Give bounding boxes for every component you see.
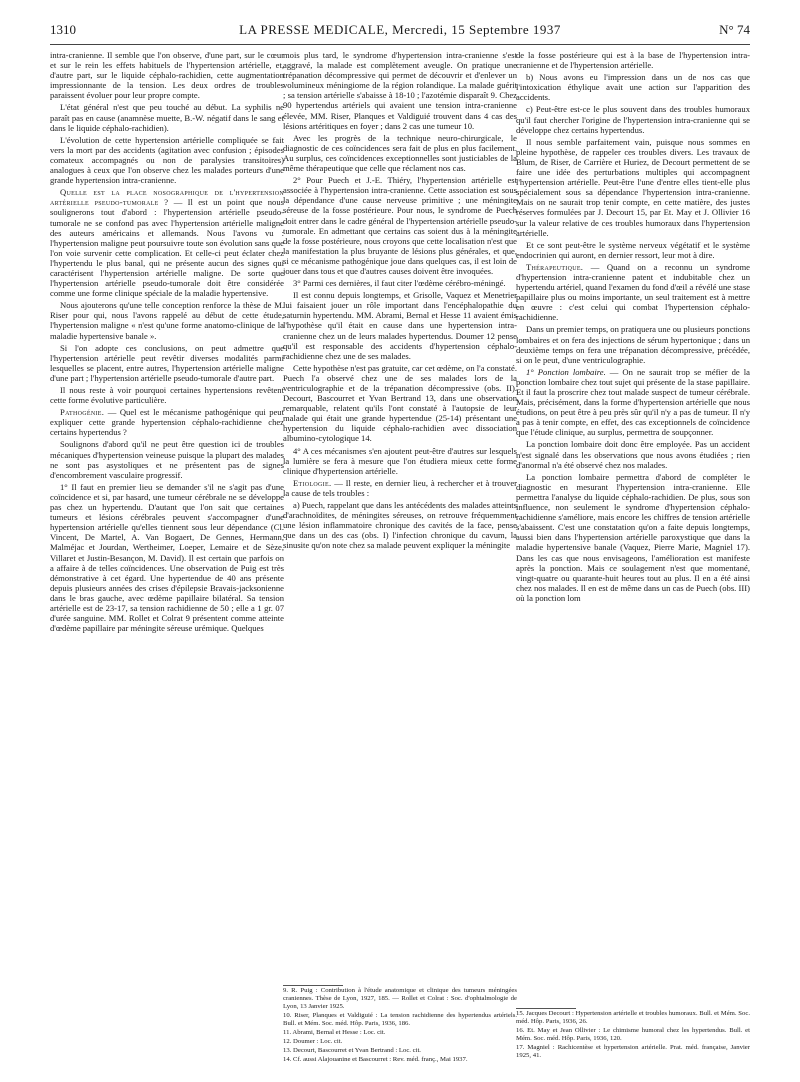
column-1 <box>50 50 284 635</box>
paragraph: L'évolution de cette hypertension artérielle compliquée se fait vers la mort par des accidents (agitation avec confusion ; épisodes comateux accompagnés ou non de paralysies transitoires) analogues à ceux que l'on observe chez les malades porteurs d'une grande hypertension intra-cranienne. <box>50 134 284 186</box>
paragraph: La ponction lombaire doit donc être employée. Pas un accident n'est signalé dans les observations que nous avons étudiées ; rien d'anormal n'a été observé chez nos malades. <box>516 439 750 470</box>
footnote-rule <box>516 1008 576 1009</box>
footnote: 17. Magniel : Rachicentèse et hypertension artérielle. Prat. méd. française, Janvier 1925, 41. <box>516 1044 750 1060</box>
paragraph: Soulignons d'abord qu'il ne peut être question ici de troubles mécaniques d'hypertension veineuse puisque la plupart des malades ne sont pas asystoliques et ne présentent pas de signes d'encombrement vasculaire progressif. <box>50 439 284 480</box>
paragraph: Nous ajouterons qu'une telle conception renforce la thèse de M. Riser pour qui, nous l'avons rappelé au début de cette étude, l'hypertension maligne « n'est qu'une forme anatomo-clinique de la maladie hypertensive banale ». <box>50 300 284 341</box>
footnote-rule <box>283 985 343 986</box>
section-heading: Quelle est la place nosographique de l'hypertension artérielle pseudo-tumorale ? <box>50 187 284 208</box>
paragraph: a) Puech, rappelant que dans les antécédents des malades atteints d'arachnoïdites, de méningites séreuses, on retrouve fréquemment une lésion inflammatoire chronique des cavités de la face, pense que dans un des cas (obs. I) l'infection chronique du cavum, la sinusite qu'on note chez sa malade peuvent expliquer la méningite <box>283 500 517 551</box>
paragraph: mois plus tard, le syndrome d'hypertension intra-cranienne s'est aggravé, la malade est complètement aveugle. On pratique une trépanation décompressive qui permet de découvrir et d'enlever un volumineux méningiome de la région rolandique. La malade guérit ; sa tension artérielle s'abaisse à 18-10 ; l'azotémie disparaît 9. Chez 90 hypertendus artériels qui avaient une tension intra-cranienne élevée, MM. Riser, Planques et Valdiguié trouvent dans 4 cas des lésions artéritiques en foyer ; dans 2 cas une tumeur 10. <box>283 50 517 131</box>
section-paragraph: Pathogénie. — Quel est le mécanisme pathogénique qui peut expliquer cette grande hypertension céphalo-rachidienne chez certains hypertendus ? <box>50 407 284 438</box>
section-paragraph: Etiologie. — Il reste, en dernier lieu, à rechercher et à trouver la cause de tels troubles : <box>283 477 517 498</box>
section-paragraph: Thérapeutique. — Quand on a reconnu un syndrome d'hypertension intra-cranienne patent et indubitable chez un hypertendu artériel, quand l'examen du fond d'œil a révélé une stase papillaire plus ou moins importante, un seul traitement est à mettre en œuvre : c'est celui qui combat l'hypertension céphalo-rachidienne. <box>516 261 750 323</box>
paragraph: Si l'on adopte ces conclusions, on peut admettre que l'hypertension artérielle peut revêtir diverses modalités parmi lesquelles se placent, entre autres, l'hypertension artérielle maligne d'une part ; l'hypertension artérielle pseudo-tumorale d'autre part. <box>50 342 284 383</box>
paragraph: 2° Pour Puech et J.-E. Thiéry, l'hypertension artérielle est associée à l'hypertension intra-cranienne. Cette association est sous la dépendance d'une cause nerveuse primitive ; une méningite séreuse de la fosse postérieure. Pour nous, le syndrome de Puech doit entrer dans le cadre général de l'hypertension artérielle pseudo-tumorale. En admettant que certains cas soient dus à la méningite de la fosse postérieure, nous croyons que cette localisation n'est que la manifestation la plus bruyante de lésions plus générales, et que, si ce mécanisme pathogénique joue dans quelques cas, il est loin de jouer dans tous et que d'autres causes doivent être invoquées. <box>283 175 517 276</box>
column-2 <box>283 50 517 553</box>
footnotes-column-2 <box>283 985 517 1065</box>
footnote: 11. Abrami, Bernal et Hesse : Loc. cit. <box>283 1029 386 1037</box>
footnote: 9. R. Puig : Contribution à l'étude anatomique et clinique des tumeurs méningées craniennes. Thèse de Lyon, 1927, 185. — Rollet et Colrat : Soc. d'ophtalmologie de Lyon, 13 Janvier 1925. <box>283 987 517 1011</box>
paragraph: 3° Parmi ces dernières, il faut citer l'œdème cérébro-méningé. <box>293 278 506 289</box>
paragraph: c) Peut-être est-ce le plus souvent dans des troubles humoraux qu'il faut chercher l'origine de l'hypertension intra-cranienne qui se développe chez certains hypertendus. <box>516 104 750 135</box>
paragraph: intra-cranienne. Il semble que l'on observe, d'une part, sur le cœur et sur le rein les effets habituels de l'hypertension artérielle, et, d'autre part, sur le liquide céphalo-rachidien, cette augmentation impressionnante de la tension. Les deux ordres de troubles paraissent évoluer pour leur propre compte. <box>50 50 284 101</box>
paragraph: La ponction lombaire permettra d'abord de compléter le diagnostic en mesurant l'hypertension intra-cranienne. Elle permettra l'analyse du liquide céphalo-rachidien. De plus, sous son influence, non seulement le syndrome d'hypertension céphalo-rachidienne s'améliore, mais encore les chiffres de tension artérielle s'abaissent. C'est une constatation qu'on a faite depuis longtemps, aussi bien dans l'hypertension artérielle paroxystique que dans la maladie hypertensive banale (Vaquez, Pierre Marie, Magniel 17). Dans les cas que nous envisageons, l'amélioration est manifeste après la ponction. Mais ce soulagement n'est que momentané, vingt-quatre ou quarante-huit heures tout au plus. Il en a été ainsi chez nos malades. Il en est de même dans un cas de Puech (obs. III) où la ponction lom <box>516 471 750 603</box>
section-heading: Thérapeutique. <box>526 261 584 272</box>
paragraph: Il est connu depuis longtemps, et Grisolle, Vaquez et Menetrier lui faisaient jouer un rôle important dans l'encéphalopathie du saturnin hypertendu. MM. Abrami, Bernal et Hesse 11 avaient émis l'hypothèse qu'il était en cause dans une hypertension intra-cranienne chez un de leurs malades hypertendus. Doumer 12 pense qu'il est responsable des accidents d'hypertension céphalo-rachidienne chez une de ses malades. <box>283 290 517 361</box>
paragraph: de la fosse postérieure qui est à la base de l'hypertension intra-cranienne et de l'hypertension artérielle. <box>516 50 750 71</box>
section-paragraph: Quelle est la place nosographique de l'hypertension artérielle pseudo-tumorale ? — Il est un point que nous soulignerons tout d'abord : l'hypertension artérielle pseudo-tumorale ne se confond pas avec l'hypertension artérielle maligne des auteurs américains et allemands. Nous l'avons vu : l'hypertension maligne peut poursuivre toute son évolution sans que l'on voie survenir cette complication. Et celle-ci peut éclater chez l'hypertendu le plus banal, qui ne présente aucun des signes qui caractérisent l'hypertension artérielle maligne. De sorte que l'hypertension artérielle pseudo-tumorale doit être considérée comme une forme clinique spéciale de la maladie hypertensive. <box>50 187 284 299</box>
paragraph: Avec les progrès de la technique neuro-chirurgicale, le diagnostic de ces coïncidences sera fait de plus en plus facilement. Au surplus, ces coïncidences exceptionnelles sont justiciables de la même thérapeutique que celle que réclament nos cas. <box>283 132 517 174</box>
paragraph: 4° A ces mécanismes s'en ajoutent peut-être d'autres sur lesquels la lumière se fera à mesure que l'on étudiera mieux cette forme clinique d'hypertension artérielle. <box>283 445 517 476</box>
section-paragraph: 1° Ponction lombaire. — On ne saurait trop se méfier de la ponction lombaire chez tout sujet qui présente de la stase papillaire. Et il faut la proscrire chez tout malade suspect de tumeur cérébrale. Mais, précisément, dans la forme d'hypertension artérielle que nous étudions, on peut être à peu près sûr qu'il n'y a pas de tumeur. Il n'y a pas à tenir compte, en effet, des cas exceptionnels de coïncidence que l'étude clinique, au surplus, permettra de soupçonner. <box>516 366 750 438</box>
paragraph: Il nous reste à voir pourquoi certaines hypertensions revêtent cette forme évolutive particulière. <box>50 385 284 406</box>
page-number: 1310 <box>50 22 76 37</box>
section-heading: 1° Ponction lombaire. <box>526 366 606 377</box>
paragraph: Il nous semble parfaitement vain, puisque nous sommes en pleine hypothèse, de rappeler ces troubles divers. Les travaux de Blum, de Riser, de Carrière et Huriez, de Decourt permettent de se faire une idée des perturbations multiples qui accompagnent l'hypertension artérielle. Peut-être l'une d'entre elles tient-elle plus spécialement sous sa dépendance l'hypertension intra-cranienne. Mais on ne saurait trop tenir compte, en cette matière, des justes réserves formulées par J. Decourt 15, par Et. May et J. Ollivier 16 sur la valeur relative de ces troubles humoraux dans l'hypertension artérielle. <box>516 136 750 238</box>
footnote: 12. Doumer : Loc. cit. <box>283 1038 343 1046</box>
paragraph: Cette hypothèse n'est pas gratuite, car cet œdème, on l'a constaté. Puech l'a observé chez une de ses malades lors de la ventriculographie et de la trépanation décompressive (obs. II). Decourt, Bascourret et Yvan Bertrand 13, dans une observation remarquable, relatent qu'ils l'ont constaté à l'autopsie de leur malade qui était une grande hypertendue (25-14) présentant une hypertension du liquide céphalo-rachidien avec dissociation albumino-cytologique 14. <box>283 362 517 444</box>
section-heading: Pathogénie. <box>60 407 105 418</box>
column-3 <box>516 50 750 605</box>
footnote: 15. Jacques Decourt : Hypertension artérielle et troubles humoraux. Bull. et Mém. Soc. méd. Hôp. Paris, 1936, 26. <box>516 1010 750 1026</box>
footnotes-column-3 <box>516 1008 750 1061</box>
section-heading: Etiologie. <box>293 477 332 488</box>
paragraph: Dans un premier temps, on pratiquera une ou plusieurs ponctions lombaires et on fera des injections de sérum hypertonique ; dans un deuxième temps on fera une trépanation décompressive, précédée, si on le peut, d'une ventriculographie. <box>516 324 750 365</box>
issue-number: N° 74 <box>719 22 750 37</box>
running-header <box>50 22 750 42</box>
footnote: 16. Et. May et Jean Ollivier : Le chimisme humoral chez les hypertendus. Bull. et Mém. Soc. méd. Hôp. Paris, 1936, 120. <box>516 1027 750 1043</box>
footnote: 14. Cf. aussi Alajouanine et Bascourret : Rev. méd. franç., Mai 1937. <box>283 1056 468 1064</box>
paragraph: 1° Il faut en premier lieu se demander s'il ne s'agit pas d'une coïncidence et si, par hasard, une tumeur cérébrale ne se développe pas chez un hypertendu. D'autant que l'on sait que certaines tumeurs et lésions cérébrales peuvent s'accompagner d'une hypertension artérielle qu'elles tiennent sous leur dépendance (Cl. Vincent, De Martel, A. Van Bogaert, De Gennes, Hermann, Malméjac et Jourdan, Wertheimer, Loeper, Lemaire et de Sèze, Villaret et Justin-Besançon, M. David). Il est certain que parfois on a affaire à de telles coïncidences. Une observation de Puig est très démonstrative à cet égard. Une hypertendue de 40 ans présente depuis plusieurs années des crises d'épilepsie Bravais-jacksonienne dans le bras gauche, avec œdème papillaire bilatéral. Sa tension artérielle est de 23-17, sa tension rachidienne de 50 ; elle a 1 gr. 07 d'urée sanguine. MM. Rollet et Colrat 9 présentent comme atteinte d'œdème papillaire par méningite séreuse urémique. Quelques <box>50 481 284 634</box>
paragraph: b) Nous avons eu l'impression dans un de nos cas que l'intoxication éthylique avait une action sur l'apparition des accidents. <box>516 72 750 103</box>
footnote: 10. Riser, Planques et Valdiguié : La tension rachidienne des hypertendus artériels. Bull. et Mém. Soc. méd. Hôp. Paris, 1936, 186. <box>283 1012 517 1028</box>
header-rule <box>50 44 750 45</box>
paragraph: Et ce sont peut-être le système nerveux végétatif et le système endocrinien qui auront, en dernier ressort, leur mot à dire. <box>516 239 750 260</box>
journal-title: LA PRESSE MEDICALE, Mercredi, 15 Septembre 1937 <box>239 22 561 37</box>
footnote: 13. Decourt, Bascourret et Yvan Bertrand : Loc. cit. <box>283 1047 421 1055</box>
paragraph: L'état général n'est que peu touché au début. La syphilis ne paraît pas en cause (anamnèse muette, B.-W. négatif dans le sang et dans le liquide céphalo-rachidien). <box>50 102 284 133</box>
